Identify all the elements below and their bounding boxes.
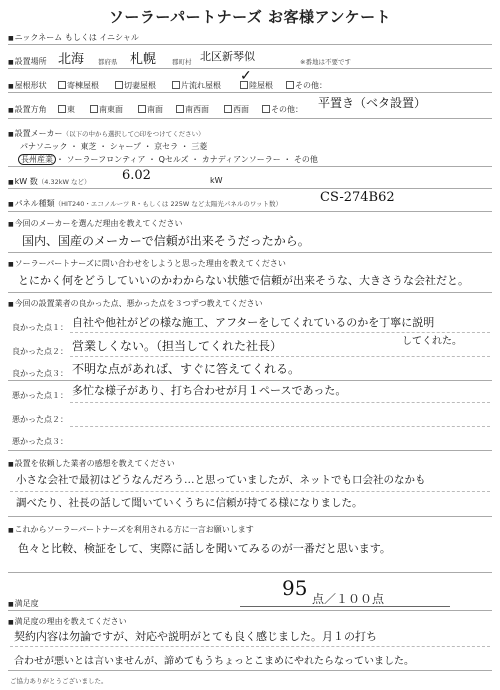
checkbox-icon [286, 81, 294, 89]
good2-answer: 営業しくない。（担当してくれた社長） [72, 339, 283, 353]
direction-label: ■ 設置方角 [8, 104, 47, 115]
dotted-divider [10, 646, 490, 647]
dotted-divider [70, 426, 490, 427]
q7-answer-line1: 契約内容は勿論ですが、対応や説明がとても良く感じました。月１の打ち [14, 630, 377, 643]
divider [8, 292, 492, 293]
location-district: 北区新琴似 [200, 50, 255, 63]
good1-label: 良かった点１： [12, 323, 68, 332]
checkbox-icon [58, 105, 66, 113]
divider [8, 166, 492, 167]
roof-option-flat: 陸屋根 [240, 80, 273, 91]
q2-answer: とにかく何をどうしていいのかわからない状態で信頼が出来そうな、大きさうな会社だと。 [18, 274, 469, 287]
direction-other-value: 平置き（ベタ設置） [318, 96, 427, 110]
checkbox-icon [58, 81, 66, 89]
good1-continued: してくれた。 [402, 336, 462, 347]
divider [8, 44, 492, 45]
nickname-label: ■ ニックネーム もしくは イニシャル [8, 32, 139, 43]
score-underline [240, 606, 450, 607]
direction-option-other: その他： [262, 104, 303, 115]
roof-option-hip: 寄棟屋根 [58, 80, 99, 91]
divider [8, 450, 492, 451]
checkbox-icon [90, 105, 98, 113]
bad1-label: 悪かった点１： [12, 391, 68, 400]
bad3-label: 悪かった点３： [12, 437, 68, 446]
checkbox-icon [176, 105, 184, 113]
satisfaction-score: 95 [282, 576, 308, 600]
pref-suffix: 都府県 [98, 58, 118, 66]
roof-option-gable: 切妻屋根 [115, 80, 156, 91]
q5-label: ■ これからソーラーパートナーズを利用される方に一言お願いします [8, 524, 254, 535]
checkbox-icon [138, 105, 146, 113]
dotted-divider [10, 491, 490, 492]
direction-option-west: 西面 [224, 104, 249, 115]
city-suffix: 郡町村 [172, 58, 192, 66]
panel-label: ■ パネル種類（HIT240・エコノルーツ R・もしくは 225W など太陽光パネルのワット数） [8, 198, 282, 209]
q5-answer: 色々と比較、検証をして、実際に話しを聞いてみるのが一番だと思います。 [18, 542, 391, 555]
good1-answer: 自社や他社がどの様な施工、アフターをしてくれているのかを丁寧に説明 [72, 316, 435, 329]
maker-options-row1: パナソニック ・ 東芝 ・ シャープ ・ 京セラ ・ 三菱 [20, 142, 208, 151]
maker-options-row2: 長州産業 ・ ソーラーフロンティア ・ Qセルズ ・ カナディアンソーラー ・ その他 [18, 154, 318, 165]
checkbox-icon [224, 105, 232, 113]
q4-answer-line2: 調べたり、社長の話して聞いていくうちに信頼が持てる様になりました。 [16, 497, 363, 509]
checkbox-icon [172, 81, 180, 89]
divider [8, 610, 492, 611]
good3-answer: 不明な点があれば、すぐに答えてくれる。 [72, 362, 301, 376]
checkmark-icon: ✓ [240, 68, 252, 84]
divider [8, 92, 492, 93]
q2-label: ■ ソーラーパートナーズに問い合わせをしようと思った理由を教えてください [8, 258, 286, 269]
divider [8, 211, 492, 212]
q6-label: ■ 満足度 [8, 598, 39, 609]
q7-label: ■ 満足度の理由を教えてください [8, 616, 127, 627]
roof-label: ■ 屋根形状 [8, 80, 47, 91]
location-prefecture: 北海 [58, 52, 85, 67]
direction-option-southwest: 南西面 [176, 104, 209, 115]
location-city: 札幌 [130, 52, 157, 67]
satisfaction-suffix: 点／１００点 [312, 592, 385, 606]
kw-value: 6.02 [122, 168, 151, 183]
direction-option-southeast: 南東面 [90, 104, 123, 115]
good3-label: 良かった点３： [12, 369, 68, 378]
divider [8, 380, 492, 381]
dotted-divider [70, 402, 490, 403]
q1-answer: 国内、国産のメーカーで信頼が出来そうだったから。 [22, 234, 310, 248]
q1-label: ■ 今回のメーカーを選んだ理由を教えてください [8, 218, 183, 229]
panel-value: CS-274B62 [320, 190, 395, 205]
roof-option-shed: 片流れ屋根 [172, 80, 221, 91]
roof-option-other: その他： [286, 80, 327, 91]
survey-title: ソーラーパートナーズ お客様アンケート [108, 8, 392, 26]
direction-option-south: 南面 [138, 104, 163, 115]
footer-thanks: ご協力ありがとうございました。 [10, 677, 108, 685]
maker-label: ■ 設置メーカー（以下の中から選択して○印をつけてください） [8, 128, 205, 139]
divider [8, 118, 492, 119]
q4-label: ■ 設置を依頼した業者の感想を教えてください [8, 458, 175, 469]
q3-label: ■ 今回の設置業者の良かった点、悪かった点を３つずつ教えてください [8, 298, 263, 309]
good2-label: 良かった点２： [12, 347, 68, 356]
kw-unit: kW [210, 176, 223, 185]
maker-circled: 長州産業 [18, 154, 56, 165]
kw-label: ■ kW 数（4.32kW など） [8, 176, 91, 187]
divider [8, 188, 492, 189]
dotted-divider [70, 356, 490, 357]
direction-option-east: 東 [58, 104, 75, 115]
location-note: ※番地は不要です [300, 58, 351, 66]
divider [8, 516, 492, 517]
bad1-answer: 多忙な様子があり、打ち合わせが月１ペースであった。 [72, 384, 347, 397]
q4-answer-line1: 小さな会社で最初はどうなんだろう…と思っていましたが、ネットでも口会社のなかも [16, 474, 426, 486]
bad2-label: 悪かった点２： [12, 415, 68, 424]
q7-answer-line2: 合わせが悪いとは言いませんが、諦めてもうちょっとこまめにやれたらなっていました。 [14, 656, 414, 667]
divider [8, 670, 492, 671]
checkbox-icon [262, 105, 270, 113]
location-label: ■ 設置場所 [8, 56, 47, 67]
divider [8, 252, 492, 253]
divider [8, 572, 492, 573]
checkbox-icon [115, 81, 123, 89]
